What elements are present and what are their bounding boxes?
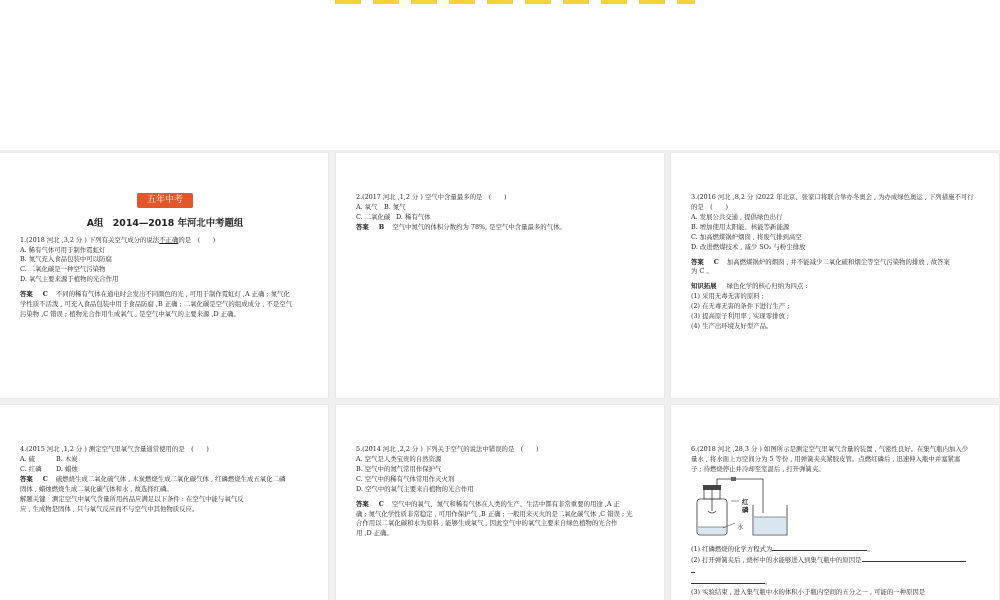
option: A. 空气是人类宝贵的自然资源 xyxy=(356,454,442,463)
explanation-text: 污染物 ,C 错误 ; 植物光合作用生成氧气 , 是空气中氧气的主要来源 ,D 正确。 xyxy=(20,310,240,319)
question-6: 6.(2018 河北 ,28,3 分 ) 如图所示是测定空气里氧气含量的装置 , 气密性良好。在集气瓶内加入少 xyxy=(691,445,969,453)
explanation-text: 固体 , 蜡烛燃烧生成二氧化碳气体和水 , 故选择红磷。 xyxy=(20,484,173,493)
question-5: 5.(2014 河北 ,2,2 分 ) 下列关于空气的说法中错误的是 ( ) xyxy=(356,445,539,453)
explanation-text: 硫燃烧生成二氧化硫气体 , 木炭燃烧生成二氧化碳气体 , 红磷燃烧生成五氧化二磷 xyxy=(55,474,286,483)
option: B. 氮气充入食品包装中可以防腐 xyxy=(20,255,112,264)
explanation-text: 空气中氮气的体积分数约为 78%, 是空气中含量最多的气体。 xyxy=(392,222,566,231)
answer-label: 答案 xyxy=(20,290,33,299)
option: A. 发展公共交通 , 提倡绿色出行 xyxy=(691,212,783,221)
slide-thumbnail-5[interactable] xyxy=(336,405,664,600)
answer-blank[interactable]: 。 xyxy=(691,577,991,588)
sub-question: (3) 实验结束 , 进入集气瓶中水的体积小于瓶内空间的五分之一 , 可能的一种原因是 xyxy=(691,587,926,596)
option: D. 改进燃煤技术 , 减少 SO₂ 与粉尘排放 xyxy=(691,242,806,251)
option: C. 空气中的稀有气体常用作灭火剂 xyxy=(356,474,455,483)
answer-line xyxy=(20,290,310,300)
answer-label: 答案 xyxy=(356,499,369,508)
answer-letter: C xyxy=(378,499,384,508)
option: D. 氧气主要来源于植物的光合作用 xyxy=(20,275,119,284)
explanation-text: 学性质不活泼 , 可充入食品包装中用于食品防腐 ,B 正确 ; 二氧化碳是空气的组成成分 , 不是空气 xyxy=(20,300,293,309)
slide-thumbnail-4[interactable] xyxy=(0,405,328,600)
key-point-text: 应 , 生成物是固体 , 只与氧气反应而不与空气中其他物质反应。 xyxy=(20,504,199,513)
question-3-cont: 的是 ( ) xyxy=(691,202,728,211)
sub-question: (1) 红磷燃烧的化学方程式为 。 xyxy=(691,545,874,553)
explanation-text: 用 ,D 正确。 xyxy=(356,529,393,538)
water-label: 水 xyxy=(737,523,744,531)
red-phosphorus-label: 红磷 xyxy=(742,498,749,514)
knowledge-label: 知识拓展 xyxy=(691,282,717,291)
answer-letter: B xyxy=(378,222,385,231)
explanation-text: 空气中的氧气、氮气和稀有气体在人类的生产、生活中都有非常重要的用途 ,A 正 xyxy=(391,499,620,508)
answer-line xyxy=(356,500,646,510)
underlined-keyword: 不正确 xyxy=(159,235,179,244)
slide-thumbnail-3[interactable] xyxy=(671,153,999,398)
answer-letter: C xyxy=(713,257,719,266)
answer-blank[interactable] xyxy=(691,566,991,577)
knowledge-heading: 知识拓展 绿色化学的核心归纳为四点 : xyxy=(691,282,808,291)
question-4: 4.(2015 河北 ,1,2 分 ) 测定空气里氧气含量通常使用的是 ( ) xyxy=(20,445,209,453)
cropped-title-graphic xyxy=(335,0,695,4)
answer-label: 答案 xyxy=(356,222,369,231)
option: C. 加高燃煤锅炉烟囱 , 将废气排到高空 xyxy=(691,232,802,241)
question-1: 1.(2018 河北 ,3,2 分 ) 下列有关空气成分的说法不正确的是 ( ) xyxy=(20,235,216,244)
option: D. 空气中的氧气主要来自植物的光合作用 xyxy=(356,484,474,493)
explanation-text: 合作用以二氧化碳和水为原料 , 能够生成氧气 , 因此空气中的氧气主要来自绿色植物的光合作 xyxy=(356,519,618,528)
slide-thumbnail-1[interactable] xyxy=(0,153,328,398)
knowledge-point: (1) 采用无毒无害的原料 ; xyxy=(691,292,764,301)
top-title-band xyxy=(0,0,1000,150)
option: A. 稀有气体可用于制作霓虹灯 xyxy=(20,245,106,254)
option-row: C. 二氧化碳 D. 稀有气体 xyxy=(356,212,431,221)
option-row: A. 氧气 B. 氮气 xyxy=(356,202,406,211)
option-row: C. 红磷 D. 蜡烛 xyxy=(20,464,78,473)
question-2: 2.(2017 河北 ,1,2 分 ) 空气中含量最多的是 ( ) xyxy=(356,193,507,201)
slide-thumbnail-2[interactable] xyxy=(336,153,664,398)
question-3: 3.(2016 河北 ,8,2 分 )2022 年北京、张家口将联合举办冬奥会 , 为办成绿色奥运 , 下列措施不可行 xyxy=(691,193,974,201)
option: C. 二氧化碳是一种空气污染物 xyxy=(20,265,106,274)
sub-question: (2) 打开弹簧夹后 , 烧杯中的水能够进入到集气瓶中的原因是 xyxy=(691,555,991,566)
answer-line xyxy=(356,223,646,233)
answer-letter: C xyxy=(42,290,48,299)
answer-label: 答案 xyxy=(20,474,33,483)
explanation-text: 确 ; 氮气化学性质非常稳定 , 可用作保护气 ,B 正确 ; 一般用来灭火的是二氧化碳气体 ,C 错误 ; 光 xyxy=(356,509,633,518)
option: B. 增加使用太阳能、核能等新能源 xyxy=(691,222,790,231)
answer-label: 答案 xyxy=(691,257,704,266)
section-badge: 五年中考 xyxy=(137,193,193,208)
group-title: A组 2014—2018 年河北中考题组 xyxy=(86,218,244,229)
answer-letter: C xyxy=(42,474,48,483)
slide-thumbnail-6[interactable] xyxy=(671,405,999,600)
answer-line xyxy=(691,258,981,268)
knowledge-point: (4) 生产出环境友好型产品。 xyxy=(691,322,773,331)
question-6-cont: 量水 , 将水面上方空间分为 5 等份 , 用弹簧夹夹紧胶皮管。点燃红磷后 , 迅速伸入瓶中并塞紧塞 xyxy=(691,454,961,463)
knowledge-point: (2) 在无毒无害的条件下进行生产 ; xyxy=(691,302,790,311)
option-row: A. 硫 B. 木炭 xyxy=(20,454,78,463)
key-point-text: 解题关键 测定空气中氧气含量所用药品应满足以下条件 : 在空气中能与氧气反 xyxy=(20,494,244,503)
question-6-cont: 子 ; 待燃烧停止并冷却至室温后 , 打开弹簧夹。 xyxy=(691,464,825,473)
explanation-text: 不同的稀有气体在通电时会发出不同颜色的光 , 可用于制作霓虹灯 ,A 正确 ; 氮气化 xyxy=(55,290,290,299)
answer-line xyxy=(20,475,310,485)
explanation-text: 加高燃煤锅炉的烟囱 , 并不能减少二氧化硫和烟尘等空气污染物的排放 , 故答案 xyxy=(726,257,950,266)
explanation-text: 为 C 。 xyxy=(691,267,713,276)
knowledge-point: (3) 提高原子利用率 , 实现零排放 ; xyxy=(691,312,790,321)
option: B. 空气中的氮气常用作保护气 xyxy=(356,464,442,473)
